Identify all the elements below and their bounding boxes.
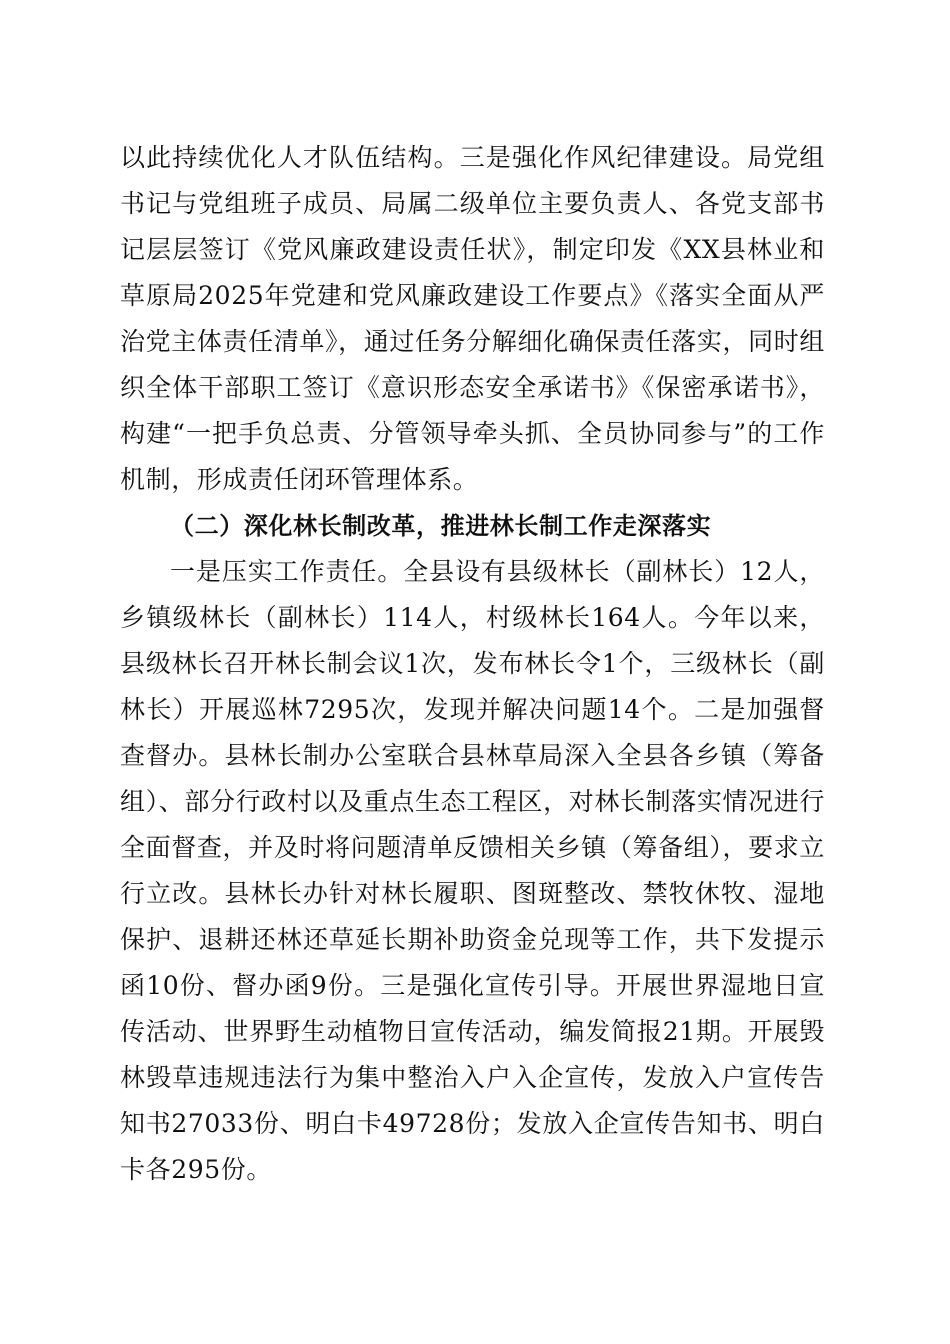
paragraph-body: 一是压实工作责任。全县设有县级林长（副林长）12人，乡镇级林长（副林长）114人，村级林长164人。今年以来，县级林长召开林长制会议1次，发布林长令1个，三级林长（副林长）开展巡林7295次，发现并解决问题14个。二是加强督查督办。县林长制办公室联合县林草局深入全县各乡镇（筹备组）、部分行政村以及重点生态工程区，对林长制落实情况进行全面督查，并及时将问题清单反馈相关乡镇（筹备组），要求立行立改。县林长办针对林长履职、图斑整改、禁牧休牧、湿地保护、退耕还林还草延长期补助资金兑现等工作，共下发提示函10份、督办函9份。三是强化宣传引导。开展世界湿地日宣传活动、世界野生动植物日宣传活动，编发简报21期。开展毁林毁草违规违法行为集中整治入户入企宣传，发放入户宣传告知书27033份、明白卡49728份；发放入企宣传告知书、明白卡各295份。 xyxy=(120,557,825,1184)
paragraph-continuation: 以此持续优化人才队伍结构。三是强化作风纪律建设。局党组书记与党组班子成员、局属二级单位主要负责人、各党支部书记层层签订《党风廉政建设责任状》，制定印发《XX县林业和草原局2025年党建和党风廉政建设工作要点》《落实全面从严治党主体责任清单》，通过任务分解细化确保责任落实，同时组织全体干部职工签订《意识形态安全承诺书》《保密承诺书》，构建“一把手负总责、分管领导牵头抓、全员协同参与”的工作机制，形成责任闭环管理体系。 xyxy=(120,143,825,494)
document-body xyxy=(120,135,825,1193)
section-heading: （二）深化林长制改革，推进林长制工作走深落实 xyxy=(170,512,712,540)
